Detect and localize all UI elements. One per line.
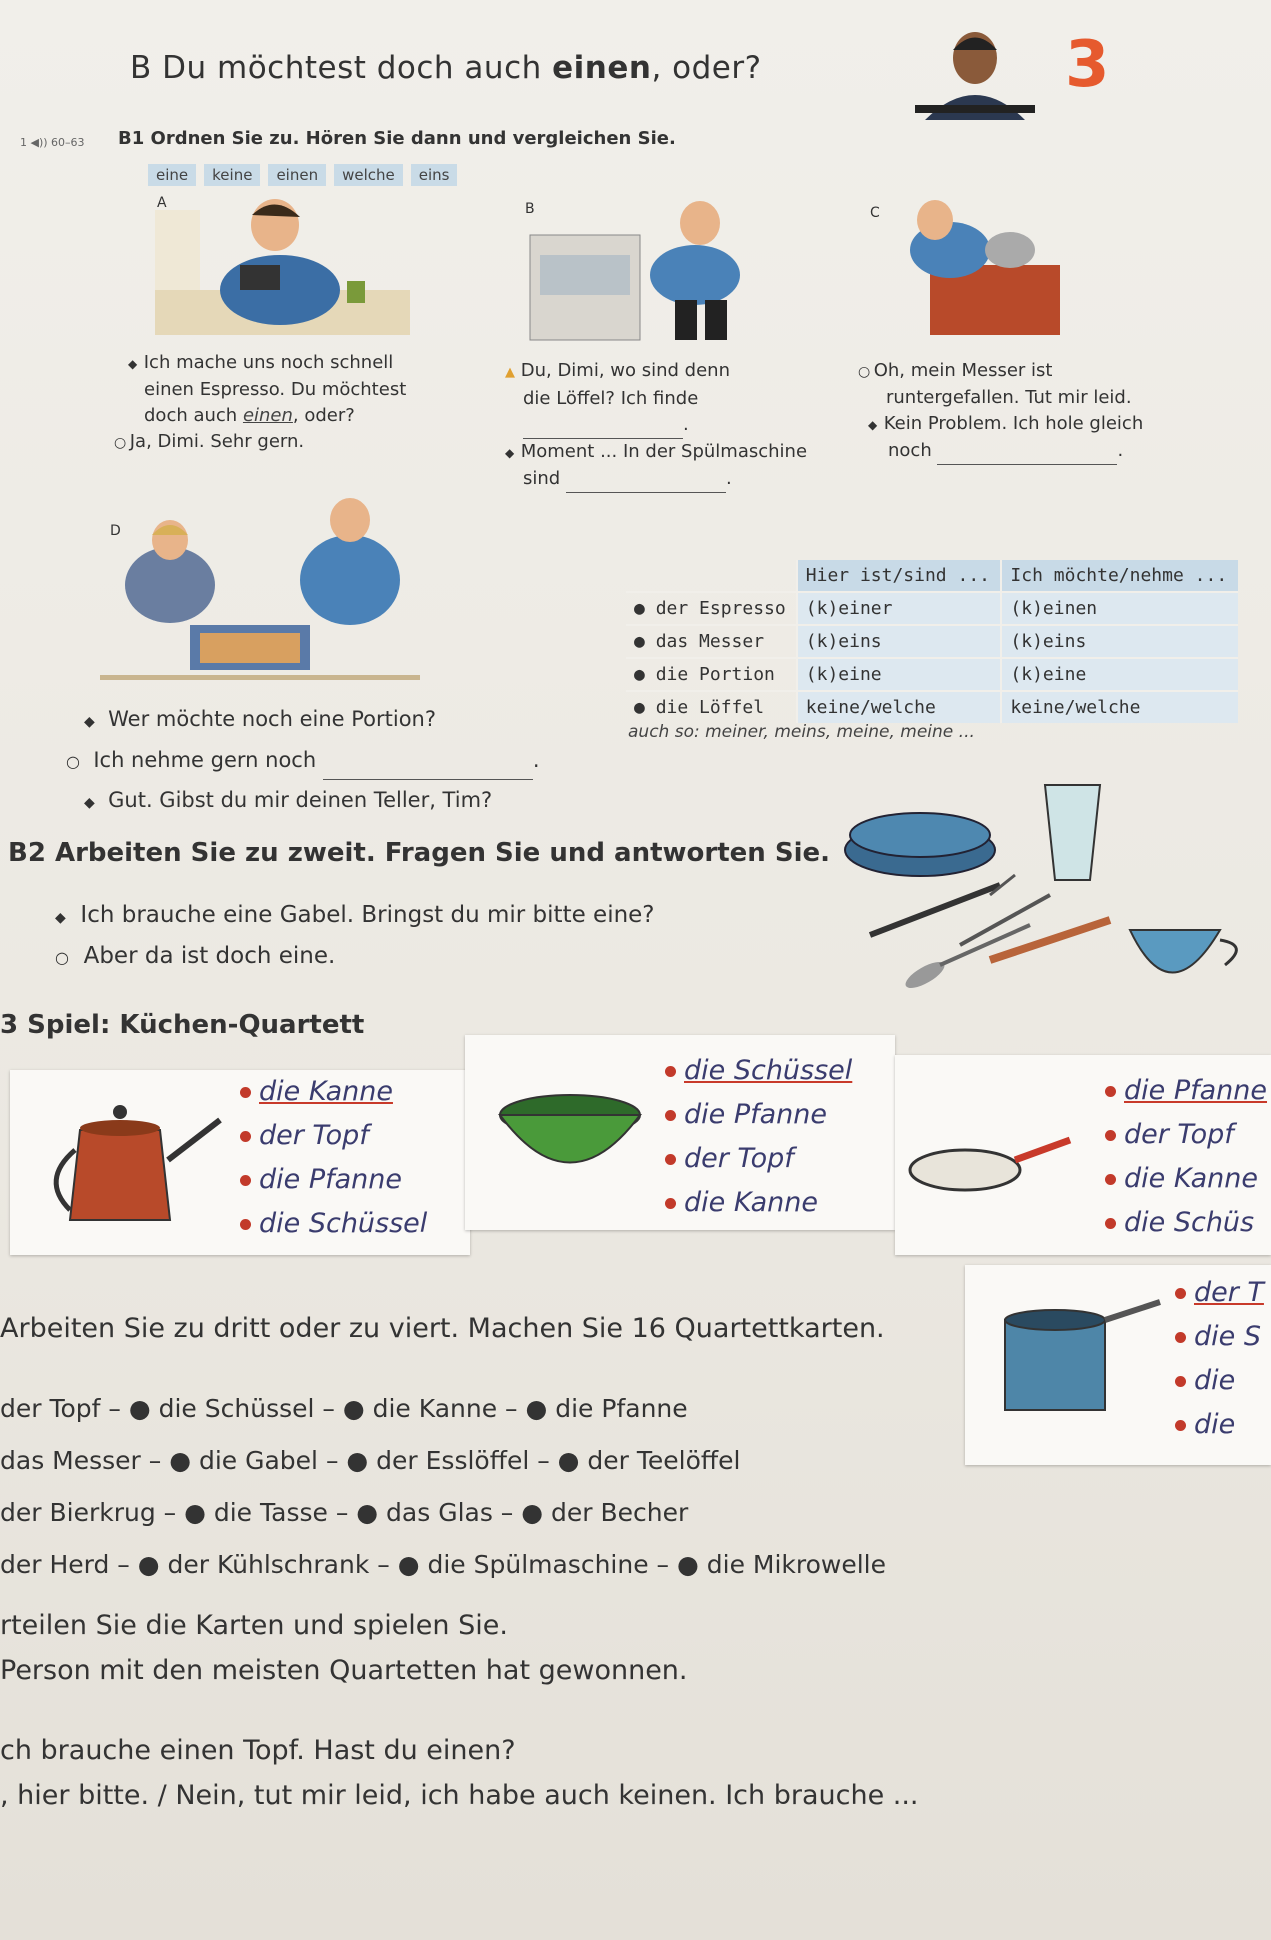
svg-text:B: B bbox=[525, 201, 535, 217]
card-list: die Schüssel die Pfanne der Topf die Kanne bbox=[665, 1049, 852, 1225]
grammar-note: auch so: meiner, meins, meine, meine ... bbox=[628, 722, 975, 742]
quartet-set: der Herd – ● der Kühlschrank – ● die Spülmaschine – ● die Mikrowelle bbox=[0, 1550, 887, 1579]
speaker-illustration bbox=[905, 20, 1045, 120]
table-header-row bbox=[626, 560, 1238, 592]
b3-task: Arbeiten Sie zu dritt oder zu viert. Machen Sie 16 Quartettkarten. bbox=[0, 1313, 885, 1344]
blank-line[interactable] bbox=[523, 412, 683, 439]
table-header: Ich möchte/nehme ... bbox=[1001, 560, 1238, 592]
word-bank-item: einen bbox=[268, 164, 326, 186]
table-row: ● die Löffel keine/welche keine/welche bbox=[626, 691, 1238, 723]
b3-instruction: rteilen Sie die Karten und spielen Sie. bbox=[0, 1610, 508, 1641]
word-bank-item: welche bbox=[334, 164, 403, 186]
section-title: B Du möchtest doch auch einen, oder? bbox=[130, 50, 762, 86]
table-row: ● der Espresso (k)einer (k)einen bbox=[626, 592, 1238, 625]
b3-instruction: Person mit den meisten Quartetten hat gewonnen. bbox=[0, 1655, 688, 1686]
card-list: der T die S die die bbox=[1175, 1271, 1264, 1447]
blank-line[interactable] bbox=[323, 741, 533, 780]
b3-example-question: ch brauche einen Topf. Hast du einen? bbox=[0, 1735, 516, 1766]
b2-dialog: ◆ Ich brauche eine Gabel. Bringst du mir bitte eine? ○ Aber da ist doch eine. bbox=[55, 902, 655, 969]
quartet-card bbox=[965, 1265, 1271, 1465]
b3-title: 3 Spiel: Küchen-Quartett bbox=[0, 1010, 365, 1040]
pan-icon bbox=[905, 1130, 1075, 1200]
teapot-icon bbox=[40, 1090, 230, 1240]
svg-text:A: A bbox=[157, 195, 167, 211]
dialog-d: ◆ Wer möchte noch eine Portion? ○ Ich nehme gern noch . ◆ Gut. Gibst du mir deinen Teller, Tim? bbox=[66, 707, 540, 812]
dialog-b: ▲ Du, Dimi, wo sind denn die Löffel? Ich finde . ◆ Moment ... In der Spülmaschine sind . bbox=[505, 358, 807, 493]
quartet-set: der Topf – ● die Schüssel – ● die Kanne – ● die Pfanne bbox=[0, 1394, 688, 1423]
b3-example-answer: , hier bitte. / Nein, tut mir leid, ich habe auch keinen. Ich brauche ... bbox=[0, 1780, 919, 1811]
filled-blank[interactable]: einen bbox=[242, 405, 293, 426]
table-row: ● das Messer (k)eins (k)eins bbox=[626, 625, 1238, 658]
word-bank bbox=[148, 164, 457, 186]
word-bank-item: keine bbox=[204, 164, 260, 186]
svg-text:C: C bbox=[870, 205, 880, 221]
word-bank-item: eins bbox=[411, 164, 458, 186]
audio-track-ref: 1 ◀)) 60–63 bbox=[20, 136, 85, 149]
illustration-d bbox=[100, 495, 420, 680]
b2-title: B2 Arbeiten Sie zu zweit. Fragen Sie und antworten Sie. bbox=[8, 838, 830, 868]
quartet-card bbox=[10, 1070, 470, 1255]
chapter-number: 3 bbox=[1065, 28, 1110, 102]
word-bank-item: eine bbox=[148, 164, 196, 186]
illustration-a bbox=[155, 195, 410, 335]
quartet-sets bbox=[0, 1383, 886, 1591]
illustration-b bbox=[525, 195, 775, 345]
table-header: Hier ist/sind ... bbox=[797, 560, 1002, 592]
illustration-c bbox=[870, 195, 1060, 345]
pot-icon bbox=[995, 1290, 1165, 1420]
table-row: ● die Portion (k)eine (k)eine bbox=[626, 658, 1238, 691]
grammar-table bbox=[626, 560, 1238, 723]
b1-title: B1 Ordnen Sie zu. Hören Sie dann und vergleichen Sie. bbox=[118, 128, 676, 149]
svg-text:D: D bbox=[110, 523, 121, 539]
card-list: die Pfanne der Topf die Kanne die Schüs bbox=[1105, 1069, 1267, 1245]
blank-line[interactable] bbox=[937, 438, 1117, 465]
bowl-icon bbox=[495, 1090, 645, 1190]
quartet-card bbox=[465, 1035, 895, 1230]
quartet-set: das Messer – ● die Gabel – ● der Esslöffel – ● der Teelöffel bbox=[0, 1446, 741, 1475]
quartet-set: der Bierkrug – ● die Tasse – ● das Glas – ● der Becher bbox=[0, 1498, 689, 1527]
blank-line[interactable] bbox=[566, 466, 726, 493]
dialog-c: ○ Oh, mein Messer ist runtergefallen. Tut mir leid. ◆ Kein Problem. Ich hole gleich noch . bbox=[858, 358, 1143, 465]
card-list: die Kanne der Topf die Pfanne die Schüssel bbox=[240, 1070, 427, 1246]
kitchenware-illustration bbox=[840, 775, 1270, 1015]
dialog-a: ◆ Ich mache uns noch schnell einen Espresso. Du möchtest doch auch einen, oder? ○ Ja, Dimi. Sehr gern. bbox=[114, 352, 407, 452]
quartet-card bbox=[895, 1055, 1271, 1255]
